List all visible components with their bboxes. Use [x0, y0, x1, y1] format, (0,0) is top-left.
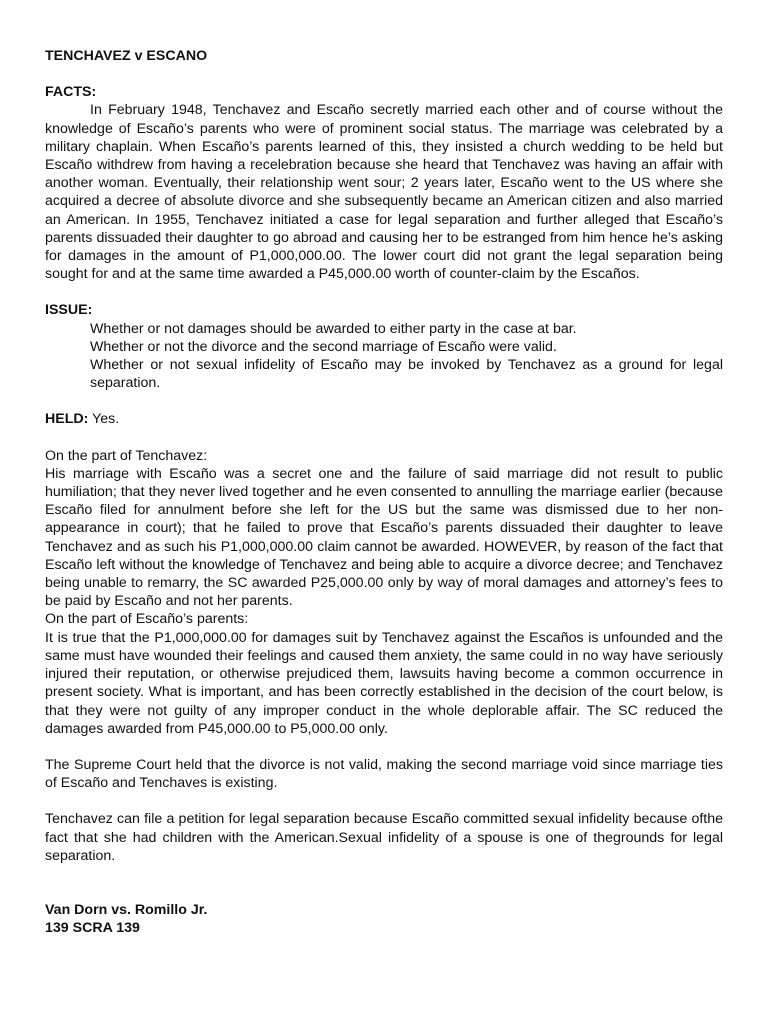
facts-label: FACTS:: [45, 84, 97, 101]
held-line: [45, 410, 723, 428]
parents-heading: On the part of Escaño’s parents:: [45, 611, 249, 628]
issue-item-3: Whether or not sexual infidelity of Escaño may be invoked by Tenchavez as a ground for legal separation.: [90, 357, 723, 392]
next-case-title: Van Dorn vs. Romillo Jr.: [45, 901, 208, 918]
issue-item-1: Whether or not damages should be awarded to either party in the case at bar.: [90, 320, 577, 337]
spacer: [45, 392, 723, 410]
parents-paragraph: It is true that the P1,000,000.00 for damages suit by Tenchavez against the Escaños is unfounded and the same must have wounded their feelings and caused them anxiety, the same could in no way have seriously injured their reputation, or otherwise prejudiced them, lawsuits having become a common occurrence in present society. What is important, and has been correctly established in the decision of the court below, is that they were not guilty of any improper conduct in the whole deplorable affair. The SC reduced the damages awarded from P45,000.00 to P5,000.00 only.: [45, 629, 723, 737]
spacer: [45, 429, 723, 447]
spacer: [45, 792, 723, 810]
spacer: [45, 865, 723, 901]
divorce-paragraph: The Supreme Court held that the divorce is not valid, making the second marriage void since marriage ties of Escaño and Tenchaves is existing.: [45, 756, 723, 792]
tenchavez-heading: On the part of Tenchavez:: [45, 447, 208, 464]
case-title: TENCHAVEZ v ESCANO: [45, 48, 208, 64]
held-label: HELD:: [45, 411, 89, 428]
held-answer: Yes.: [88, 411, 120, 428]
spacer: [45, 65, 723, 83]
tenchavez-paragraph: His marriage with Escaño was a secret one and the failure of said marriage did not result to public humiliation; that they never lived together and he even consented to annulling the marriage earlier (because Escaño filed for annulment before she left for the US but the same was dismissed due to her non-appearance in court); that he failed to prove that Escaño’s parents dissuaded their daughter to leave Tenchavez and as such his P1,000,000.00 claim cannot be awarded. HOWEVER, by reason of the fact that Escaño left without the knowledge of Tenchavez and being able to acquire a divorce decree; and Tenchavez being unable to remarry, the SC awarded P25,000.00 only by way of moral damages and attorney’s fees to be paid by Escaño and not her parents.: [45, 465, 723, 610]
spacer: [45, 283, 723, 301]
issue-item-2: Whether or not the divorce and the second marriage of Escaño were valid.: [90, 338, 557, 355]
facts-paragraph: In February 1948, Tenchavez and Escaño secretly married each other and of course without the knowledge of Escaño’s parents who were of prominent social status. The marriage was celebrated by a military chaplain. When Escaño’s parents learned of this, they insisted a church wedding to be held but Escaño withdrew from having a recelebration because she heard that Tenchavez was having an affair with another woman. Eventually, their relationship went sour; 2 years later, Escaño went to the US where she acquired a decree of absolute divorce and she subsequently became an American citizen and also married an American. In 1955, Tenchavez initiated a case for legal separation and further alleged that Escaño’s parents dissuaded their daughter to go abroad and causing her to be estranged from him hence he’s asking for damages in the amount of P1,000,000.00. The lower court did not grant the legal separation being sought for and at the same time awarded a P45,000.00 worth of counter-claim by the Escaños.: [45, 102, 723, 283]
document-page: [45, 47, 723, 937]
spacer: [45, 738, 723, 756]
separation-paragraph: Tenchavez can file a petition for legal separation because Escaño committed sexual infidelity because ofthe fact that she had children with the American.Sexual infidelity of a spouse is one of thegrounds for legal separation.: [45, 811, 723, 864]
issue-label: ISSUE:: [45, 302, 93, 319]
next-case-citation: 139 SCRA 139: [45, 920, 140, 937]
